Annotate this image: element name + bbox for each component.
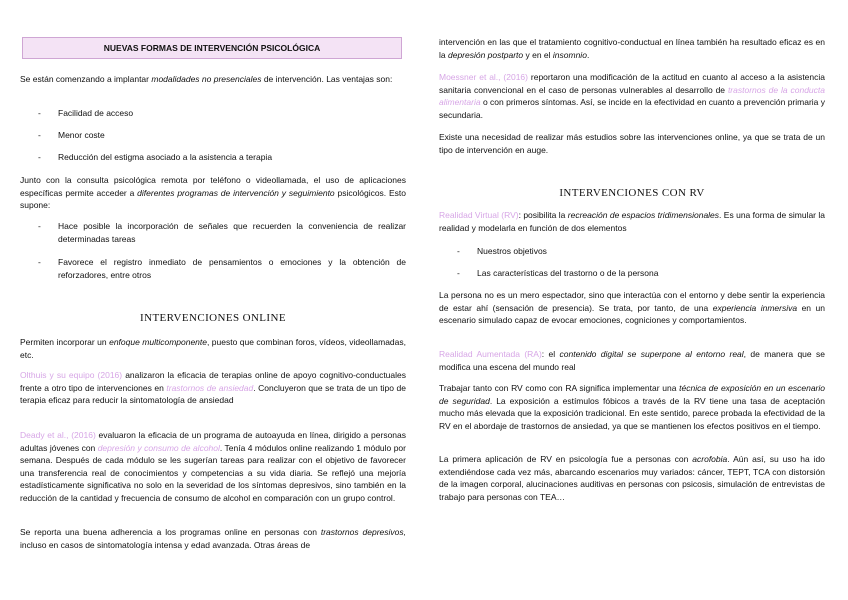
rv-paragraph-2: La persona no es un mero espectador, sino que interactúa con el entorno y debe sentir la experiencia de estar ahí (sensación de presencia). Se trata, por tanto, de una experiencia inmersiva en un escenario simulado capaz de evocar emociones, cogniciones y comportamientos. [439,290,825,325]
right-paragraph-3: Existe una necesidad de realizar más estudios sobre las intervenciones online, ya que se trata de un tipo de intervención en auge. [439,132,825,155]
rv-paragraph-3: Realidad Aumentada (RA): el contenido digital se superpone al entorno real, de manera que se modifica una escena del mundo real [439,349,825,372]
page-title: NUEVAS FORMAS DE INTERVENCIÓN PSICOLÓGICA [22,37,402,59]
online-paragraph-4: Se reporta una buena adherencia a los programas online en personas con trastornos depresivos, incluso en casos de sintomatología intensa y edad avanzada. Otras áreas de [20,527,406,550]
apps-paragraph: Junto con la consulta psicológica remota por teléfono o videollamada, el uso de aplicaciones específicas permite acceder a diferentes programas de intervención y seguimiento psicológicos. Esto supone: [20,175,407,210]
heading-rv: INTERVENCIONES CON RV [559,187,705,199]
rv-element-item: - Las características del trastorno o de la persona [457,268,659,278]
advantage-item: - Menor coste [38,130,105,140]
advantage-item: - Reducción del estigma asociado a la asistencia a terapia [38,152,273,162]
rv-paragraph-1: Realidad Virtual (RV): posibilita la recreación de espacios tridimensionales. Es una forma de simular la realidad y modelarla en función de dos elementos [439,210,825,233]
rv-element-item: - Nuestros objetivos [457,246,547,256]
rv-paragraph-5: La primera aplicación de RV en psicología fue a personas con acrofobia. Aún así, su uso ha ido extendiéndose cada vez más, abarcando escenarios muy variados: cáncer, TEPT, TCA con distorsión de la imagen corporal, alucinaciones auditivas en personas con psicosis, simulación de entrevistas de trabajo para personas con TEA… [439,454,825,502]
online-paragraph-1: Permiten incorporar un enfoque multicomponente, puesto que combinan foros, vídeos, videollamadas, etc. [20,337,406,360]
heading-online: INTERVENCIONES ONLINE [140,312,286,324]
intro-paragraph: Se están comenzando a implantar modalidades no presenciales de intervención. Las ventajas son: [20,74,393,84]
advantage-item: - Facilidad de acceso [38,108,134,118]
online-paragraph-3: Deady et al., (2016) evaluaron la eficacia de un programa de autoayuda en línea, dirigido a personas adultas jóvenes con depresión y consumo de alcohol. Tenía 4 módulos online realizando 1 módulo por semana. Después de cada módulo se les sugerían tareas para realizar con el objetivo de favorecer una transferencia real de conocimientos y competencias a su vida diaria. Se reflejó una mejoría estadísticamente significativa no solo en la severidad de los síntomas depresivos, sino también en la reducción de la cantidad y frecuencia de consumo de alcohol en comparación con un grupo control. [20,430,406,503]
right-paragraph-2: Moessner et al., (2016) reportaron una modificación de la actitud en cuanto al acceso a la asistencia sanitaria convencional en el caso de personas vulnerables al desarrollo de trastornos de la conducta alimentaria o con primeros síntomas. Así, se incide en la efectividad en cuanto a prevención primaria y secundaria. [439,72,826,120]
rv-paragraph-4: Trabajar tanto con RV como con RA significa implementar una técnica de exposición en un escenario de seguridad. La exposición a estímulos fóbicos a través de la RV tiene una tasa de aceptación mucho más elevada que la exposición tradicional. En este sentido, parece probada la efectividad de la RV en el abordaje de trastornos de ansiedad, ya que se mantienen los efectos positivos en el tiempo. [439,383,826,431]
online-paragraph-2: Olthuis y su equipo (2016) analizaron la eficacia de terapias online de apoyo cognitivo-conductuales frente a otro tipo de intervenciones en trastornos de ansiedad. Concluyeron que se trata de un tipo de terapia eficaz para reducir la sintomatología de ansiedad [20,370,407,405]
right-paragraph-1: intervención en las que el tratamiento cognitivo-conductual en línea también ha resultado eficaz es en la depresión postparto y en el insomnio. [439,37,825,60]
